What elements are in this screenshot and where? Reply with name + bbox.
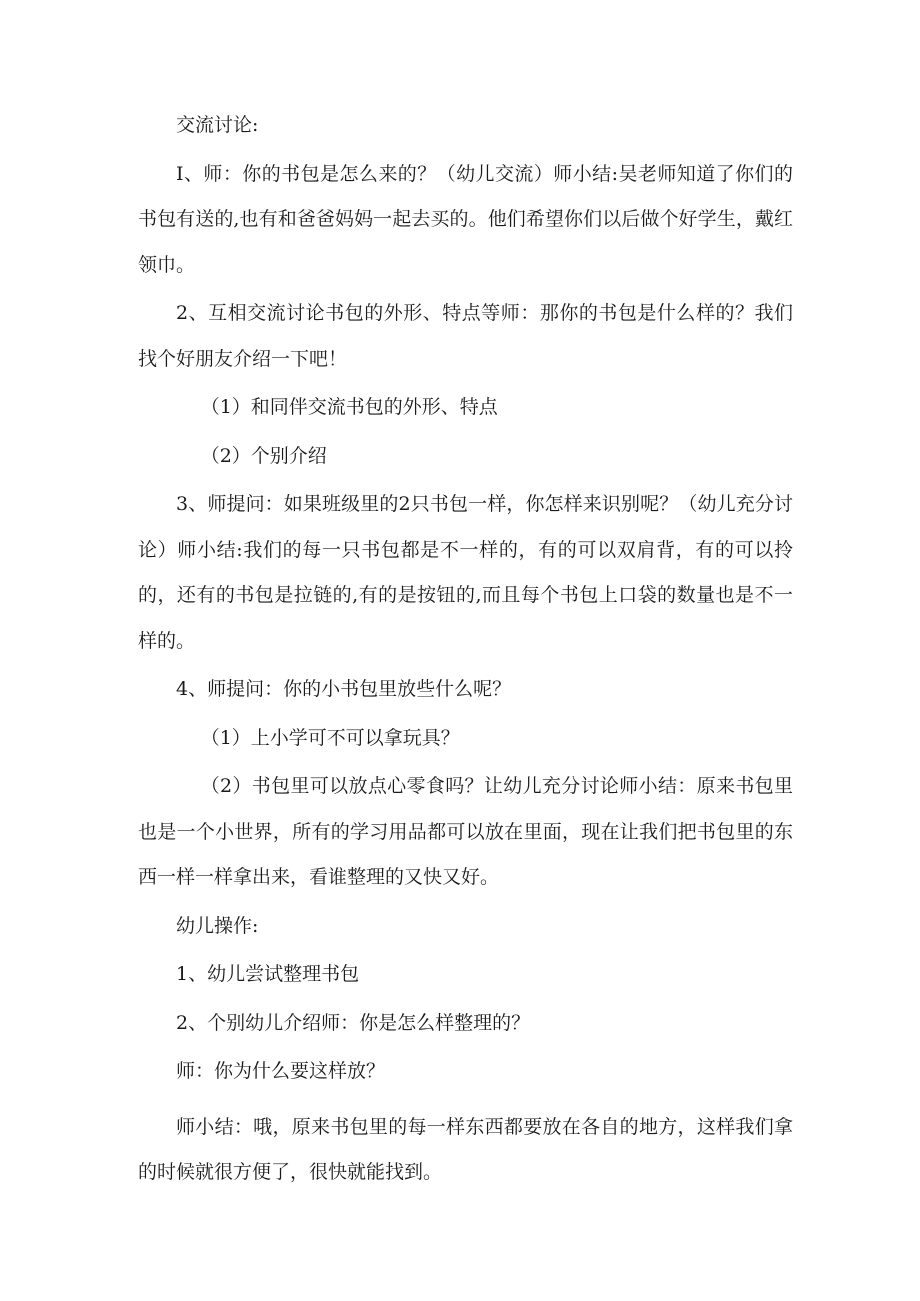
- heading-discussion: 交流讨论:: [176, 114, 259, 136]
- paragraph-4: 4、师提问：你的小书包里放些什么呢？: [176, 678, 512, 700]
- paragraph-3: 3、师提问：如果班级里的2只书包一样，你怎样来识别呢？（幼儿充分讨论）师小结:我们的每一只书包都是不一样的，有的可以双肩背，有的可以拎的，还有的书包是拉链的,有的是按钮的,而且每个书包上口袋的数量也是不一样的。: [138, 493, 793, 652]
- document-body: [138, 103, 793, 1196]
- paragraph-2-sub-1: （1）和同伴交流书包的外形、特点: [200, 396, 498, 418]
- paragraph-4-sub-2: （2）书包里可以放点心零食吗？让幼儿充分讨论师小结：原来书包里也是一个小世界，所有的学习用品都可以放在里面，现在让我们把书包里的东西一样一样拿出来，看谁整理的又快又好。: [138, 775, 793, 888]
- paragraph-2: 2、互相交流讨论书包的外形、特点等师：那你的书包是什么样的？我们找个好朋友介绍一下吧！: [138, 302, 793, 370]
- paragraph-2-sub-2: （2）个别介绍: [200, 444, 327, 467]
- paragraph-4-sub-1: （1）上小学可不可以拿玩具？: [200, 726, 460, 749]
- operation-1: 1、幼儿尝试整理书包: [176, 963, 360, 985]
- operation-3: 师：你为什么要这样放？: [176, 1060, 386, 1082]
- operation-2: 2、个别幼儿介绍师：你是怎么样整理的？: [176, 1011, 531, 1034]
- paragraph-1: I、师：你的书包是怎么来的？（幼儿交流）师小结:吴老师知道了你们的书包有送的,也有和爸爸妈妈一起去买的。他们希望你们以后做个好学生，戴红领巾。: [138, 162, 793, 276]
- heading-operation: 幼儿操作:: [176, 914, 259, 937]
- summary-paragraph: 师小结：哦，原来书包里的每一样东西都要放在各自的地方，这样我们拿的时候就很方便了，很快就能找到。: [138, 1115, 793, 1183]
